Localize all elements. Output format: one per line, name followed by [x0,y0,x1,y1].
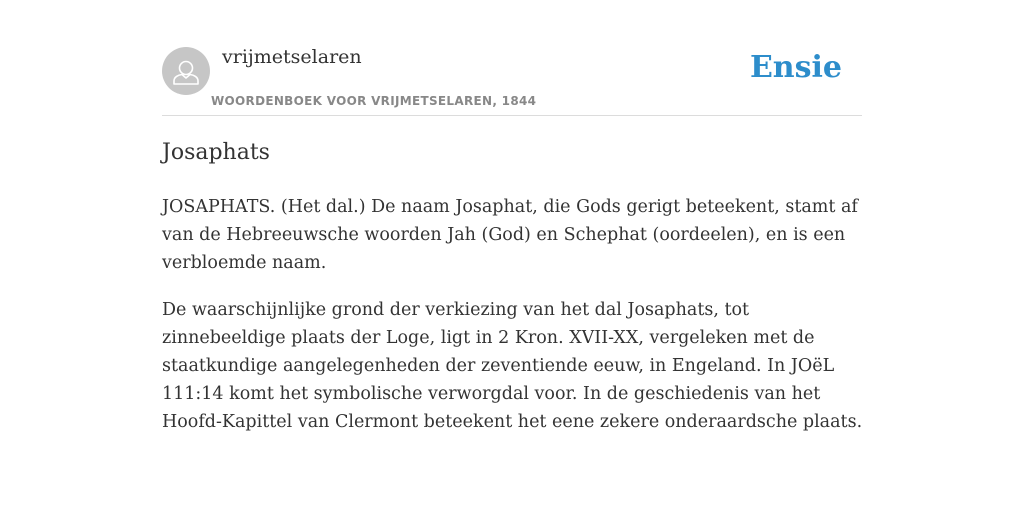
author-avatar[interactable] [162,47,210,95]
entry-paragraph: JOSAPHATS. (Het dal.) De naam Josaphat, die Gods gerigt beteekent, stamt af van de Hebreeuwsche woorden Jah (God) en Schephat (oordeelen), en is een verbloemde naam. [162,197,858,273]
entry-content [162,193,872,455]
user-avatar-icon [162,47,210,95]
author-name[interactable]: vrijmetselaren [222,46,362,68]
entry-title: Josaphats [162,140,270,165]
header [162,0,862,116]
entry-paragraph: De waarschijnlijke grond der verkiezing van het dal Josaphats, tot zinnebeeldige plaats der Loge, ligt in 2 Kron. XVII-XX, vergeleken met de staatkundige aangelegenheden der zeventiende eeuw, in Engeland. In JOëL 111:14 komt het symbolische verworgdal voor. In de geschiedenis van het Hoofd-Kapittel van Clermont beteekent het eene zekere onderaardsche plaats. [162,300,863,432]
ensie-logo[interactable]: Ensie [749,50,842,85]
source-label[interactable]: WOORDENBOEK VOOR VRIJMETSELAREN, 1844 [211,94,537,108]
